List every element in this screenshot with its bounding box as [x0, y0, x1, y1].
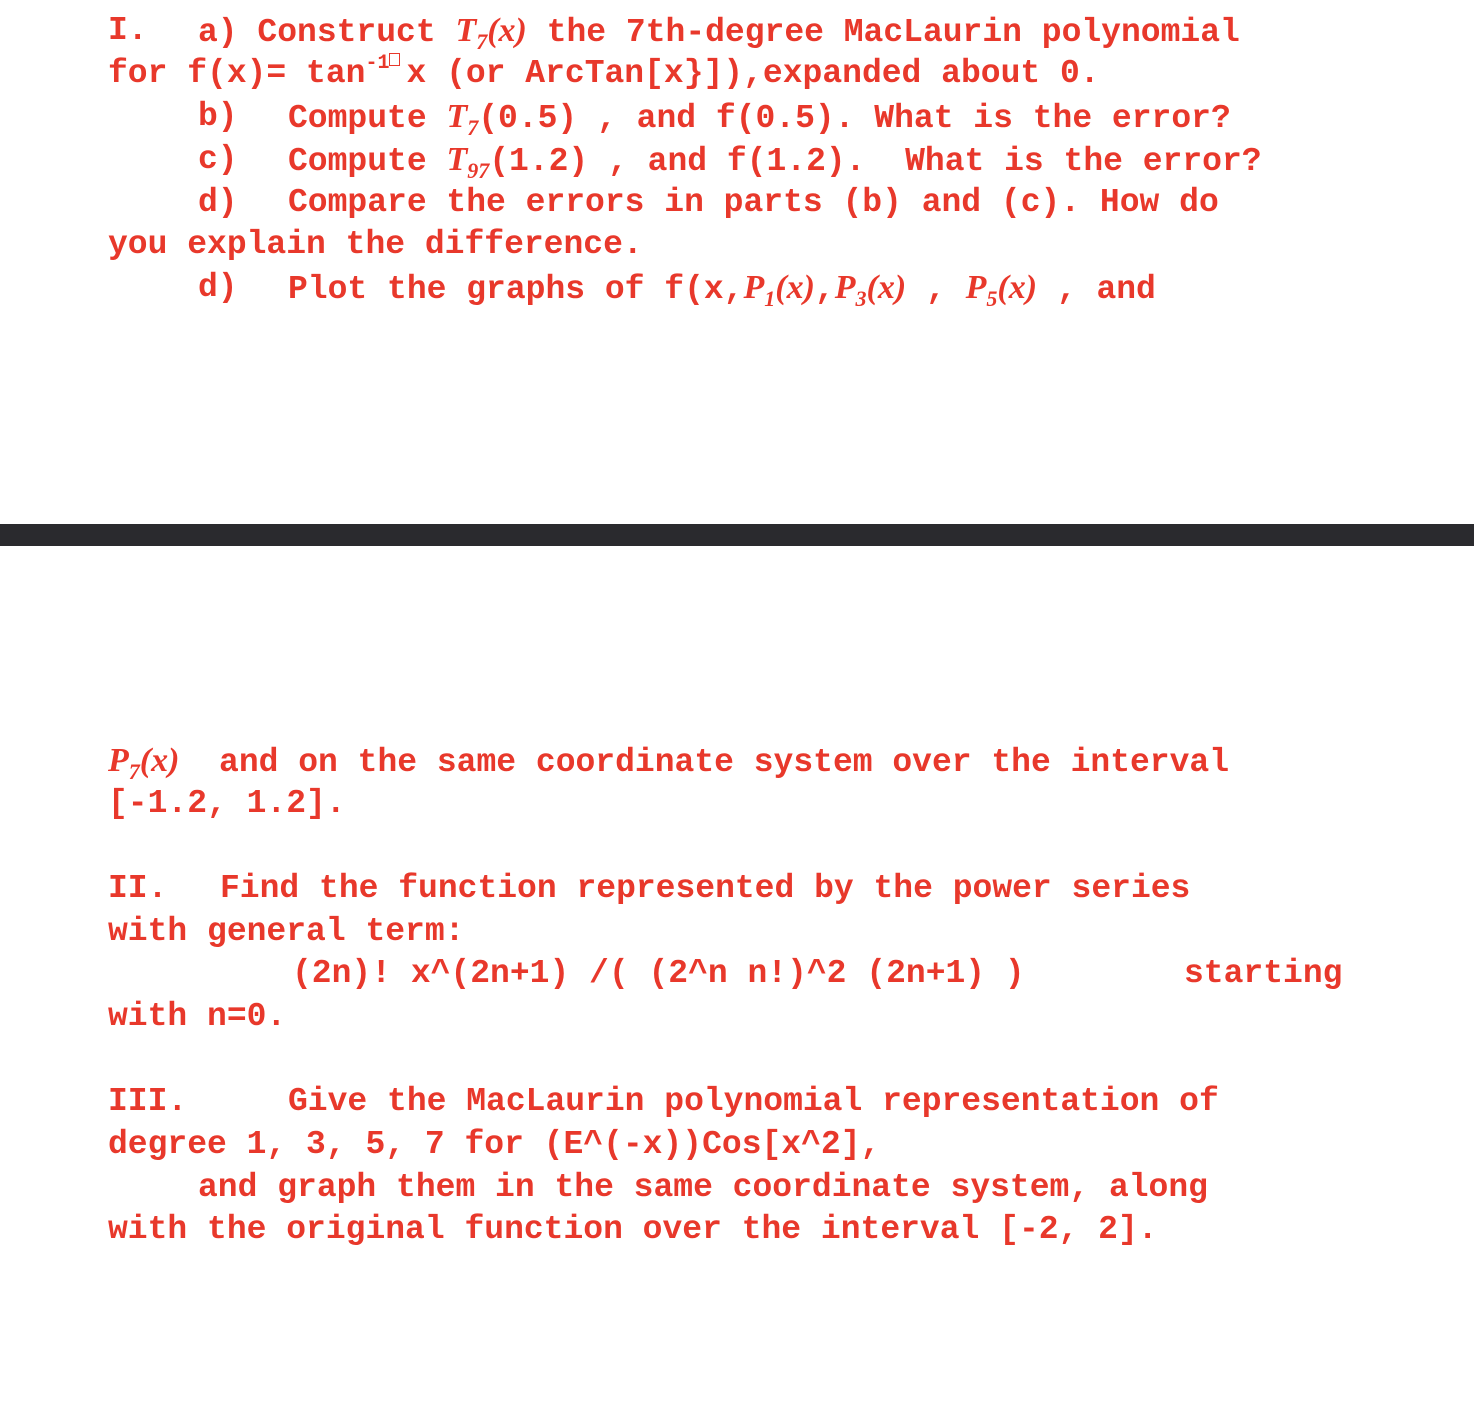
- section-ii-line-4: with n=0.: [108, 998, 287, 1035]
- continuation-line-1: $P_7(x)$ and on the same coordinate system over the interval: [108, 742, 1230, 784]
- part-c-label: c): [198, 141, 238, 178]
- section-iii-number: III.: [108, 1083, 188, 1120]
- part-c-text: Compute $T_{97}(1.2)$ , and f(1.2). What is the error?: [288, 141, 1262, 183]
- page-divider: [0, 524, 1474, 546]
- part-d-continuation: you explain the difference.: [108, 226, 643, 263]
- section-iii-line-4: with the original function over the interval [-2, 2].: [108, 1211, 1158, 1248]
- part-a-text: a) Construct: [198, 14, 436, 51]
- part-d-text: Compare the errors in parts (b) and (c). How do: [288, 184, 1219, 221]
- section-iii-line-3: and graph them in the same coordinate system, along: [198, 1169, 1208, 1206]
- line-1: [198, 12, 1240, 54]
- line-2: for $f(x)= \tan^{-1} x$ (or ArcTan[x}]),expanded about 0.: [108, 52, 1100, 92]
- line-1-rest: the 7th-degree MacLaurin polynomial: [526, 14, 1240, 51]
- missing-glyph-icon: [389, 53, 400, 66]
- section-ii-starting: starting: [1184, 955, 1343, 992]
- section-ii-text: Find the function represented by the power series: [220, 870, 1191, 907]
- superscript-minus-one: -1: [365, 52, 390, 75]
- part-b-text: Compute $T_7(0.5)$ , and f(0.5). What is the error?: [288, 98, 1231, 140]
- section-ii-line-2: with general term:: [108, 913, 465, 950]
- part-d-label: d): [198, 184, 238, 221]
- part-b-label: b): [198, 98, 238, 135]
- part-d2-text: Plot the graphs of $f(x,P_1(x),P_3(x)$ , $P_5(x)$ , and: [288, 269, 1156, 311]
- continuation-line-2: [-1.2, 1.2].: [108, 785, 346, 822]
- section-ii-number: II.: [108, 870, 168, 907]
- section-iii-line-2: degree 1, 3, 5, 7 for (E^(-x))Cos[x^2],: [108, 1126, 881, 1163]
- section-ii-formula: (2n)! x^(2n+1) /( (2^n n!)^2 (2n+1) ): [292, 955, 1025, 992]
- section-i-number: I.: [108, 12, 148, 49]
- x-arg: (x): [487, 12, 527, 49]
- part-d2-label: d): [198, 269, 238, 306]
- section-iii-text: Give the MacLaurin polynomial representation of: [288, 1083, 1219, 1120]
- t7-symbol: $T_7$: [455, 12, 488, 54]
